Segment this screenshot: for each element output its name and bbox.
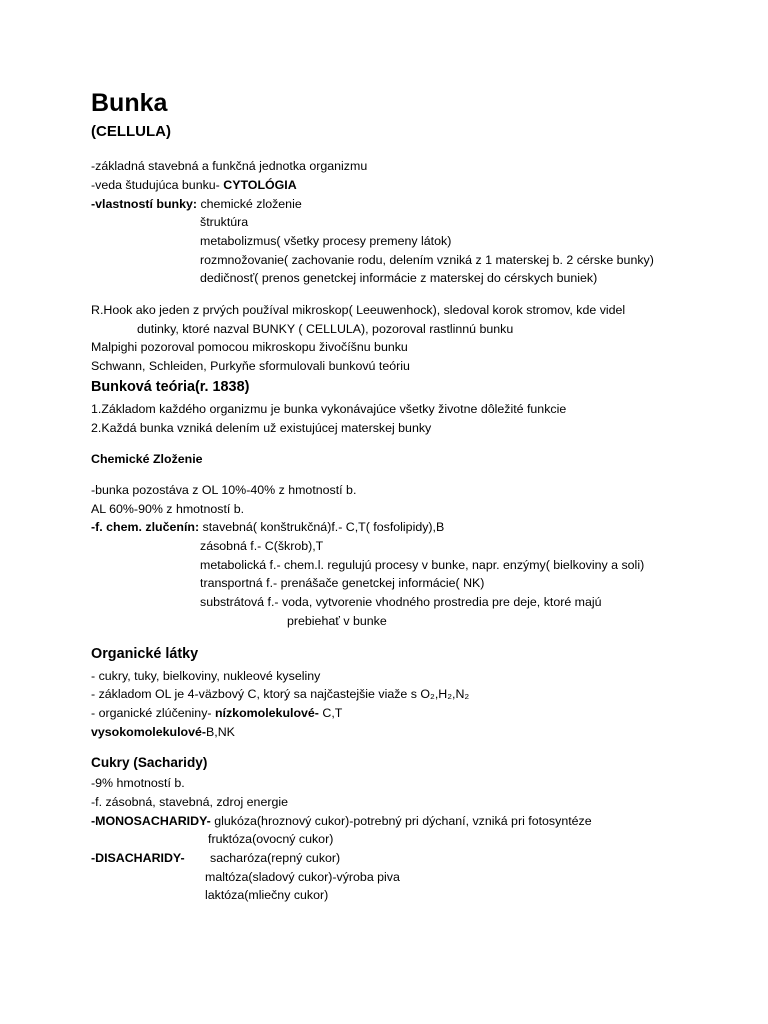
sugars-line-5-bold: -DISACHARIDY- xyxy=(91,851,185,865)
chem-line-6: transportná f.- prenášače genetckej informácie( NK) xyxy=(200,576,485,590)
intro-line-4: štruktúra xyxy=(200,215,249,229)
intro-line-6: rozmnožovanie( zachovanie rodu, delením vzniká z 1 materskej b. 2 cérske bunky) xyxy=(200,253,654,267)
organic-line-4-text: B,NK xyxy=(206,725,235,739)
organic-line-3-tail: C,T xyxy=(318,706,343,720)
intro-line-2-text: -veda študujúca bunku- xyxy=(91,178,224,192)
chem-line-3-bold: -f. chem. zlučenín: xyxy=(91,520,200,534)
section-heading-chemical: Chemické Zloženie xyxy=(91,452,203,466)
organic-line-4 xyxy=(91,724,235,740)
intro-line-3-bold: -vlastností bunky: xyxy=(91,197,198,211)
organic-line-3 xyxy=(91,705,342,721)
section-heading-cell-theory: Bunková teória(r. 1838) xyxy=(91,379,250,395)
intro-line-2-bold: CYTOLÓGIA xyxy=(223,178,297,192)
theory-line-2: 2.Každá bunka vzniká delením už existujúcej materskej bunky xyxy=(91,421,432,435)
chem-line-3-text: stavebná( konštrukčná)f.- C,T( fosfolipidy),B xyxy=(199,520,445,534)
sugars-line-7: laktóza(mliečny cukor) xyxy=(205,888,329,902)
intro-line-1: -základná stavebná a funkčná jednotka organizmu xyxy=(91,159,368,173)
theory-line-1: 1.Základom každého organizmu je bunka vykonávajúce všetky životne dôležité funkcie xyxy=(91,402,567,416)
chem-line-5: metabolická f.- chem.l. regulujú procesy v bunke, napr. enzýmy( bielkoviny a soli) xyxy=(200,558,645,572)
sugars-line-5-label xyxy=(91,850,185,866)
chem-line-8: prebiehať v bunke xyxy=(287,614,387,628)
history-line-1: R.Hook ako jeden z prvých používal mikroskop( Leeuwenhock), sledoval korok stromov, kde videl xyxy=(91,303,626,317)
page-title: Bunka xyxy=(91,89,168,117)
intro-line-7: dedičnosť( prenos genetckej informácie z materskej do cérskych buniek) xyxy=(200,271,598,285)
history-line-2: dutinky, ktoré nazval BUNKY ( CELLULA), pozoroval rastlinnú bunku xyxy=(137,322,514,336)
chem-line-4: zásobná f.- C(škrob),T xyxy=(200,539,324,553)
sugars-line-6: maltóza(sladový cukor)-výroba piva xyxy=(205,870,400,884)
section-heading-sugars: Cukry (Sacharidy) xyxy=(91,755,208,770)
sugars-line-5-text: sacharóza(repný cukor) xyxy=(210,851,341,865)
organic-line-2: - základom OL je 4-väzbový C, ktorý sa najčastejšie viaže s O₂,H₂,N₂ xyxy=(91,687,470,701)
intro-line-3-text: chemické zloženie xyxy=(197,197,302,211)
intro-line-3 xyxy=(91,196,302,212)
organic-line-4-bold: vysokomolekulové- xyxy=(91,725,207,739)
sugars-line-3 xyxy=(91,813,592,829)
sugars-line-2: -f. zásobná, stavebná, zdroj energie xyxy=(91,795,288,809)
chem-line-2: AL 60%-90% z hmotností b. xyxy=(91,502,245,516)
history-line-4: Schwann, Schleiden, Purkyňe sformulovali bunkovú teóriu xyxy=(91,359,410,373)
organic-line-3-text: - organické zlúčeniny- xyxy=(91,706,215,720)
history-line-3: Malpighi pozoroval pomocou mikroskopu živočíšnu bunku xyxy=(91,340,408,354)
section-heading-organic: Organické látky xyxy=(91,646,199,662)
chem-line-7: substrátová f.- voda, vytvorenie vhodného prostredia pre deje, ktoré majú xyxy=(200,595,602,609)
intro-line-5: metabolizmus( všetky procesy premeny látok) xyxy=(200,234,452,248)
sugars-line-4: fruktóza(ovocný cukor) xyxy=(208,832,334,846)
sugars-line-3-bold: -MONOSACHARIDY- xyxy=(91,814,211,828)
chem-line-3 xyxy=(91,519,444,535)
page-subtitle: (CELLULA) xyxy=(91,123,171,140)
organic-line-3-bold: nízkomolekulové- xyxy=(214,706,319,720)
chem-line-1: -bunka pozostáva z OL 10%-40% z hmotností b. xyxy=(91,483,357,497)
organic-line-1: - cukry, tuky, bielkoviny, nukleové kyseliny xyxy=(91,669,321,683)
sugars-line-3-text: glukóza(hroznový cukor)-potrebný pri dýchaní, vzniká pri fotosyntéze xyxy=(210,814,592,828)
sugars-line-1: -9% hmotností b. xyxy=(91,776,185,790)
intro-line-2 xyxy=(91,177,297,193)
